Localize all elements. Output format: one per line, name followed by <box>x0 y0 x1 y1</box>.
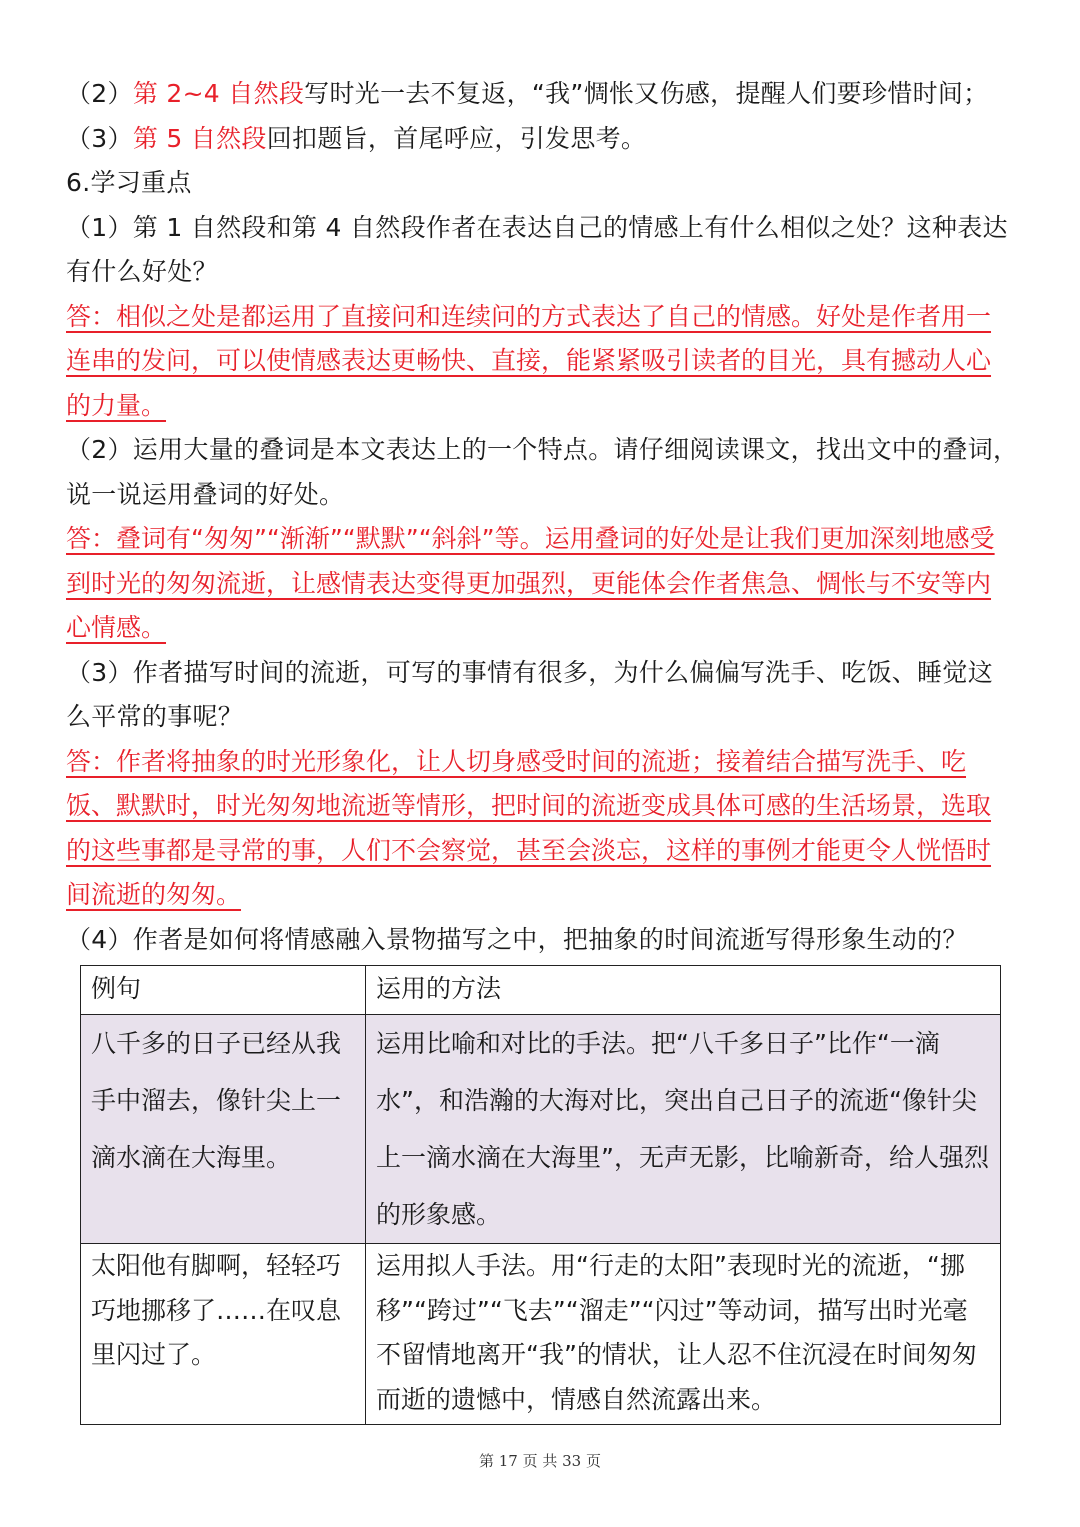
table-header-row <box>81 966 1001 1015</box>
question-2-line-2: 说一说运用叠词的好处。 <box>66 479 345 509</box>
methods-table <box>80 965 1001 1425</box>
table-cell-method: 运用比喻和对比的手法。把“八千多日子”比作“一滴水”，和浩瀚的大海对比，突出自己日子的流逝“像针尖上一滴水滴在大海里”，无声无影，比喻新奇，给人强烈的形象感。 <box>366 1015 1001 1244</box>
table-header-method: 运用的方法 <box>366 966 1001 1015</box>
page-number: 第 17 页 共 33 页 <box>478 1452 601 1470</box>
structure-point-3 <box>66 117 1014 162</box>
point-text: 写时光一去不复返，“我”惆怅又伤感，提醒人们要珍惜时间； <box>304 79 989 108</box>
structure-point-2 <box>66 72 1014 117</box>
point-number: （2） <box>66 79 133 108</box>
question-1-line-1: （1）第 1 自然段和第 4 自然段作者在表达自己的情感上有什么相似之处？这种表达 <box>66 212 1008 242</box>
highlight-red: 第 5 自然段 <box>132 123 267 153</box>
answer-2-text: 答：叠词有“匆匆”“渐渐”“默默”“斜斜”等。运用叠词的好处是让我们更加深刻地感受到时光的匆匆流逝，让感情表达变得更加强烈，更能体会作者焦急、惆怅与不安等内心情感。 <box>66 524 995 642</box>
table-row <box>81 1015 1001 1244</box>
question-2-line-1: （2）运用大量的叠词是本文表达上的一个特点。请仔细阅读课文，找出文中的叠词， <box>66 435 1019 464</box>
point-text: 回扣题旨，首尾呼应，引发思考。 <box>266 123 647 153</box>
answer-3-text: 答：作者将抽象的时光形象化，让人切身感受时间的流逝；接着结合描写洗手、吃饭、默默时，时光匆匆地流逝等情形，把时间的流逝变成具体可感的生活场景，选取的这些事都是寻常的事，人们不会察觉，甚至会淡忘，这样的事例才能更令人恍悟时间流逝的匆匆。 <box>66 746 992 909</box>
question-3-line-2: 么平常的事呢？ <box>66 702 244 731</box>
table-cell-example: 太阳他有脚啊，轻轻巧巧地挪移了……在叹息里闪过了。 <box>81 1244 366 1425</box>
page-content <box>66 72 1019 962</box>
answer-1-text: 答：相似之处是都运用了直接问和连续问的方式表达了自己的情感。好处是作者用一连串的发问，可以使情感表达更畅快、直接，能紧紧吸引读者的目光，具有撼动人心的力量。 <box>66 301 992 420</box>
question-3-line-1: （3）作者描写时间的流逝，可写的事情有很多，为什么偏偏写洗手、吃饭、睡觉这 <box>66 657 994 687</box>
point-number: （3） <box>66 123 133 153</box>
highlight-red: 第 2~4 自然段 <box>132 79 305 108</box>
answer-1 <box>66 295 1014 429</box>
table-row <box>81 1244 1001 1425</box>
table-cell-method: 运用拟人手法。用“行走的太阳”表现时光的流逝，“挪移”“跨过”“飞去”“溜走”“闪过”等动词，描写出时光毫不留情地离开“我”的情状，让人忍不住沉浸在时间匆匆而逝的遗憾中，情感自然流露出来。 <box>366 1244 1001 1425</box>
question-4: （4）作者是如何将情感融入景物描写之中，把抽象的时间流逝写得形象生动的？ <box>66 924 968 954</box>
table-cell-example: 八千多的日子已经从我手中溜去，像针尖上一滴水滴在大海里。 <box>81 1015 366 1244</box>
table-header-example: 例句 <box>81 966 366 1015</box>
question-1-line-2: 有什么好处？ <box>66 257 218 286</box>
answer-3 <box>66 740 1014 918</box>
answer-2 <box>66 517 1014 651</box>
section-heading: 6.学习重点 <box>66 168 192 197</box>
